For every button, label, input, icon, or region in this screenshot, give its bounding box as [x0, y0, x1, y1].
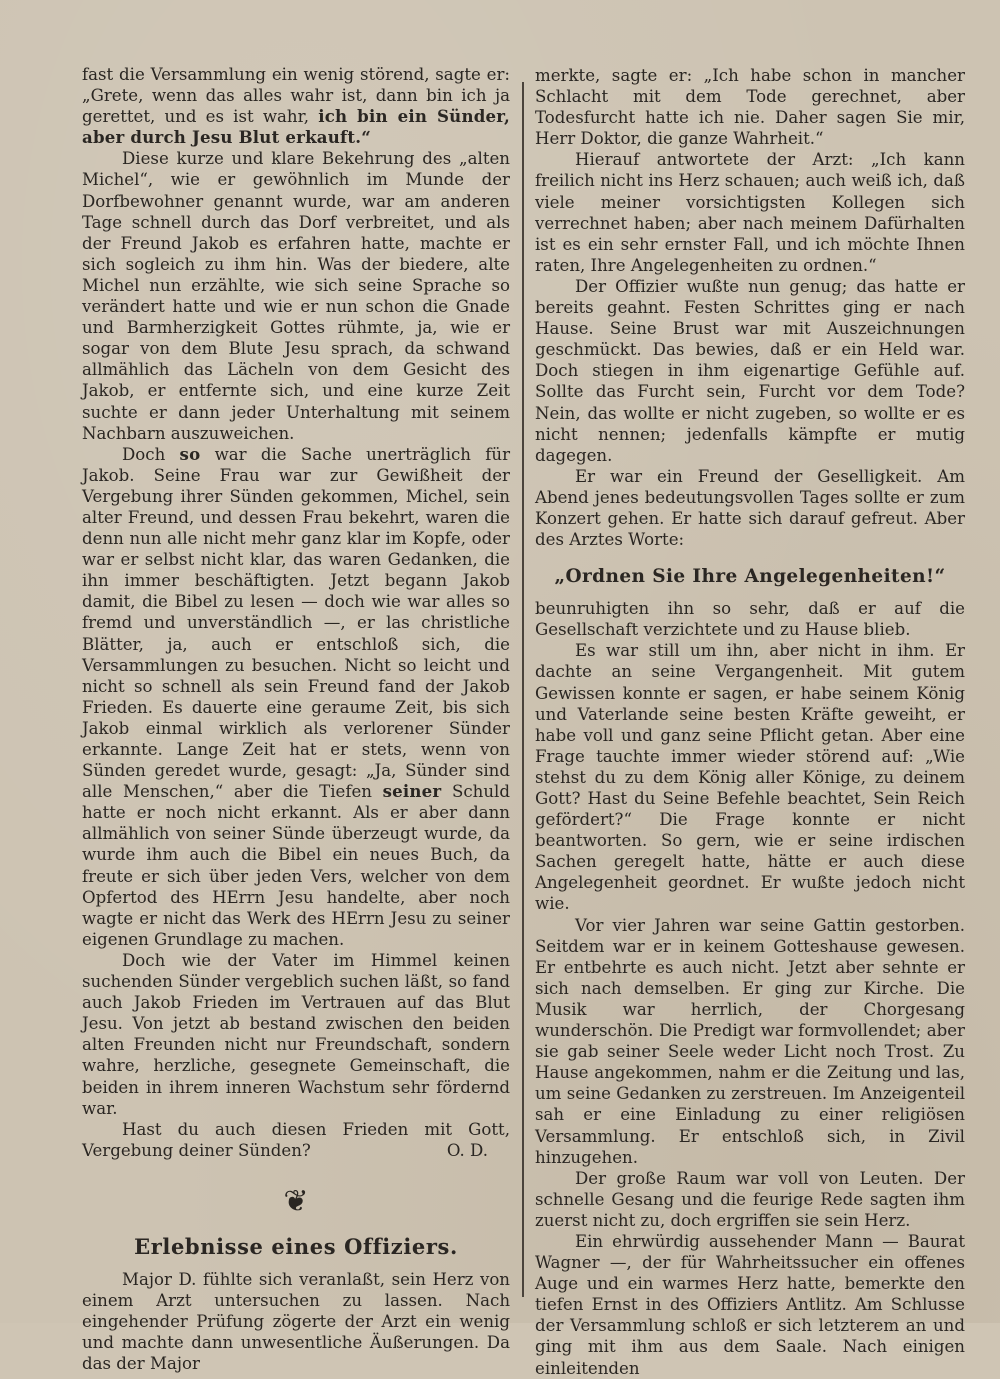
emphasis-text: so: [179, 443, 201, 464]
emphasis-text: ich bin ein Sünder, aber durch Jesu Blut erkauft.“: [82, 106, 510, 148]
left-column: [82, 64, 510, 1374]
emphasis-text: seiner: [382, 781, 442, 802]
signature: O. D.: [446, 1140, 488, 1160]
paragraph: Der Offizier wußte nun genug; das hatte er bereits geahnt. Festen Schrittes ging er nach Hause. Seine Brust war mit Auszeichnungen geschmückt. Das bewies, daß er ein Held war. Doch stiegen in ihm eigenartige Gefühle auf. Sollte das Furcht sein, Furcht vor dem Tode? Nein, das wollte er nicht zugeben, so wollte er es nicht nennen; jedenfalls kämpfte er mutig dagegen.: [535, 276, 965, 465]
paragraph: merkte, sagte er: „Ich habe schon in mancher Schlacht mit dem Tode gerechnet, aber Todesfurcht hatte ich nie. Daher sagen Sie mir, Herr Doktor, die ganze Wahrheit.“: [535, 66, 965, 149]
paragraph-text: Doch: [122, 444, 180, 464]
column-divider: [522, 82, 524, 1297]
paragraph: [82, 64, 510, 148]
paragraph: Ein ehrwürdig aussehender Mann — Baurat Wagner —, der für Wahrheitssucher ein offenes Auge und ein warmes Herz hatte, bemerkte den tiefen Ernst in des Offiziers Antlitz. Am Schlusse der Versammlung schloß er sich letzterem an und ging mit ihm aus dem Saale. Nach einigen einleitenden: [535, 1231, 965, 1378]
fleuron-ornament-icon: ❦: [283, 1183, 309, 1219]
paragraph: Der große Raum war voll von Leuten. Der schnelle Gesang und die feurige Rede sagten ihm zuerst nicht zu, doch ergriffen sie sein Herz.: [535, 1168, 965, 1230]
paragraph: Doch wie der Vater im Himmel keinen suchenden Sünder vergeblich suchen läßt, so fand auch Jakob Frieden im Vertrauen auf das Blut Jesu. Von jetzt ab bestand zwischen den beiden alten Freunden nicht nur Freundschaft, sondern wahre, herzliche, gesegnete Gemeinschaft, die beiden in ihrem inneren Wachstum sehr fördernd war.: [82, 950, 510, 1118]
closing-question: [82, 1119, 510, 1161]
paragraph-text: Schuld hatte er noch nicht erkannt. Als er aber dann allmählich von seiner Sünde überzeugt wurde, da wurde ihm auch die Bibel ein neues Buch, da freute er sich über jeden Vers, welcher von dem Opfertod des HErrn Jesu handelte, aber noch wagte er nicht das Werk des HErrn Jesu zu seiner eigenen Grundlage zu machen.: [82, 782, 510, 949]
article-heading: Erlebnisse eines Offiziers.: [134, 1233, 458, 1259]
paragraph: beunruhigten ihn so sehr, daß er auf die Gesellschaft verzichtete und zu Hause blieb.: [535, 599, 965, 640]
paragraph: Diese kurze und klare Bekehrung des „alten Michel“, wie er gewöhnlich im Munde der Dorfbewohner genannt wurde, war am anderen Tage schnell durch das Dorf verbreitet, und als der Freund Jakob es erfahren hatte, machte er sich sogleich zu ihm hin. Was der biedere, alte Michel nun erzählte, wie sich seine Sprache so verändert hatte und wie er nun schon die Gnade und Barmherzigkeit Gottes rühmte, ja, wie er sogar von dem Blute Jesu sprach, da schwand allmählich das Lächeln von dem Gesicht des Jakob, er entfernte sich, und eine kurze Zeit suchte er dann jeder Unterhaltung mit seinem Nachbarn auszuweichen.: [82, 149, 510, 443]
paragraph: Es war still um ihn, aber nicht in ihm. Er dachte an seine Vergangenheit. Mit gutem Gewissen konnte er sagen, er habe seinem König und Vaterlande seine besten Kräfte geweiht, er habe voll und ganz seine Pflicht getan. Aber eine Frage tauchte immer wieder störend auf: „Wie stehst du zu dem König aller Könige, zu deinem Gott? Hast du Seine Befehle beachtet, Sein Reich gefördert?“ Die Frage konnte er nicht beantworten. So gern, wie er seine irdischen Sachen geregelt hatte, hätte er auch diese Angelegenheit geordnet. Er wußte jedoch nicht wie.: [535, 641, 965, 914]
paragraph: [82, 444, 510, 950]
right-column: [535, 65, 965, 1379]
paragraph-text: Hast du auch diesen Frieden mit Gott, Vergebung deiner Sünden?: [82, 1119, 510, 1160]
paragraph: Vor vier Jahren war seine Gattin gestorben. Seitdem war er in keinem Gotteshause gewesen. Er entbehrte es auch nicht. Jetzt aber sehnte er sich nach demselben. Er ging zur Kirche. Die Musik war herrlich, der Chorgesang wunderschön. Die Predigt war formvollendet; aber sie gab seiner Seele weder Licht noch Trost. Zu Hause angekommen, nahm er die Zeitung und las, um seine Gedanken zu zerstreuen. Im Anzeigenteil sah er eine Einladung zu einer religiösen Versammlung. Er entschloß sich, in Zivil hinzugehen.: [535, 915, 965, 1167]
quote-heading: „Ordnen Sie Ihre Angelegenheiten!“: [554, 566, 946, 588]
paragraph: Major D. fühlte sich veranlaßt, sein Herz von einem Arzt untersuchen zu lassen. Nach eingehender Prüfung zögerte der Arzt ein wenig und machte dann unwesentliche Äußerungen. Da das der Major: [82, 1269, 510, 1374]
paragraph-text: fast die Versammlung ein wenig störend, sagte er: „Grete, wenn das alles wahr ist, dann bin ich ja gerettet, und es ist wahr,: [82, 65, 510, 127]
paragraph: Er war ein Freund der Geselligkeit. Am Abend jenes bedeutungsvollen Tages sollte er zum Konzert gehen. Er hatte sich darauf gefreut. Aber des Arztes Worte:: [535, 466, 965, 550]
paragraph-text: war die Sache unerträglich für Jakob. Seine Frau war zur Gewißheit der Vergebung ihrer Sünden gekommen, Michel, sein alter Freund, und dessen Frau bekehrt, waren die denn nun alle nicht mehr ganz klar im Kopfe, oder war er selbst nicht klar, das waren Gedanken, die ihn immer beschäftigten. Jetzt begann Jakob damit, die Bibel zu lesen — doch wie war alles so fremd und unverständlich —, er las christliche Blätter, ja, auch er entschloß sich, die Versammlungen zu besuchen. Nicht so leicht und nicht so schnell als sein Freund fand der Jakob Frieden. Es dauerte eine geraume Zeit, bis sich Jakob einmal wirklich als verlorener Sünder erkannte. Lange Zeit hat er stets, wenn von Sünden geredet wurde, gesagt: „Ja, Sünder sind alle Menschen,“ aber die Tiefen: [82, 444, 510, 802]
paragraph: Hierauf antwortete der Arzt: „Ich kann freilich nicht ins Herz schauen; auch weiß ich, daß viele meiner vorsichtigsten Kollegen sich verrechnet haben; aber nach meinem Dafürhalten ist es ein sehr ernster Fall, und ich möchte Ihnen raten, Ihre Angelegenheiten zu ordnen.“: [535, 150, 965, 275]
